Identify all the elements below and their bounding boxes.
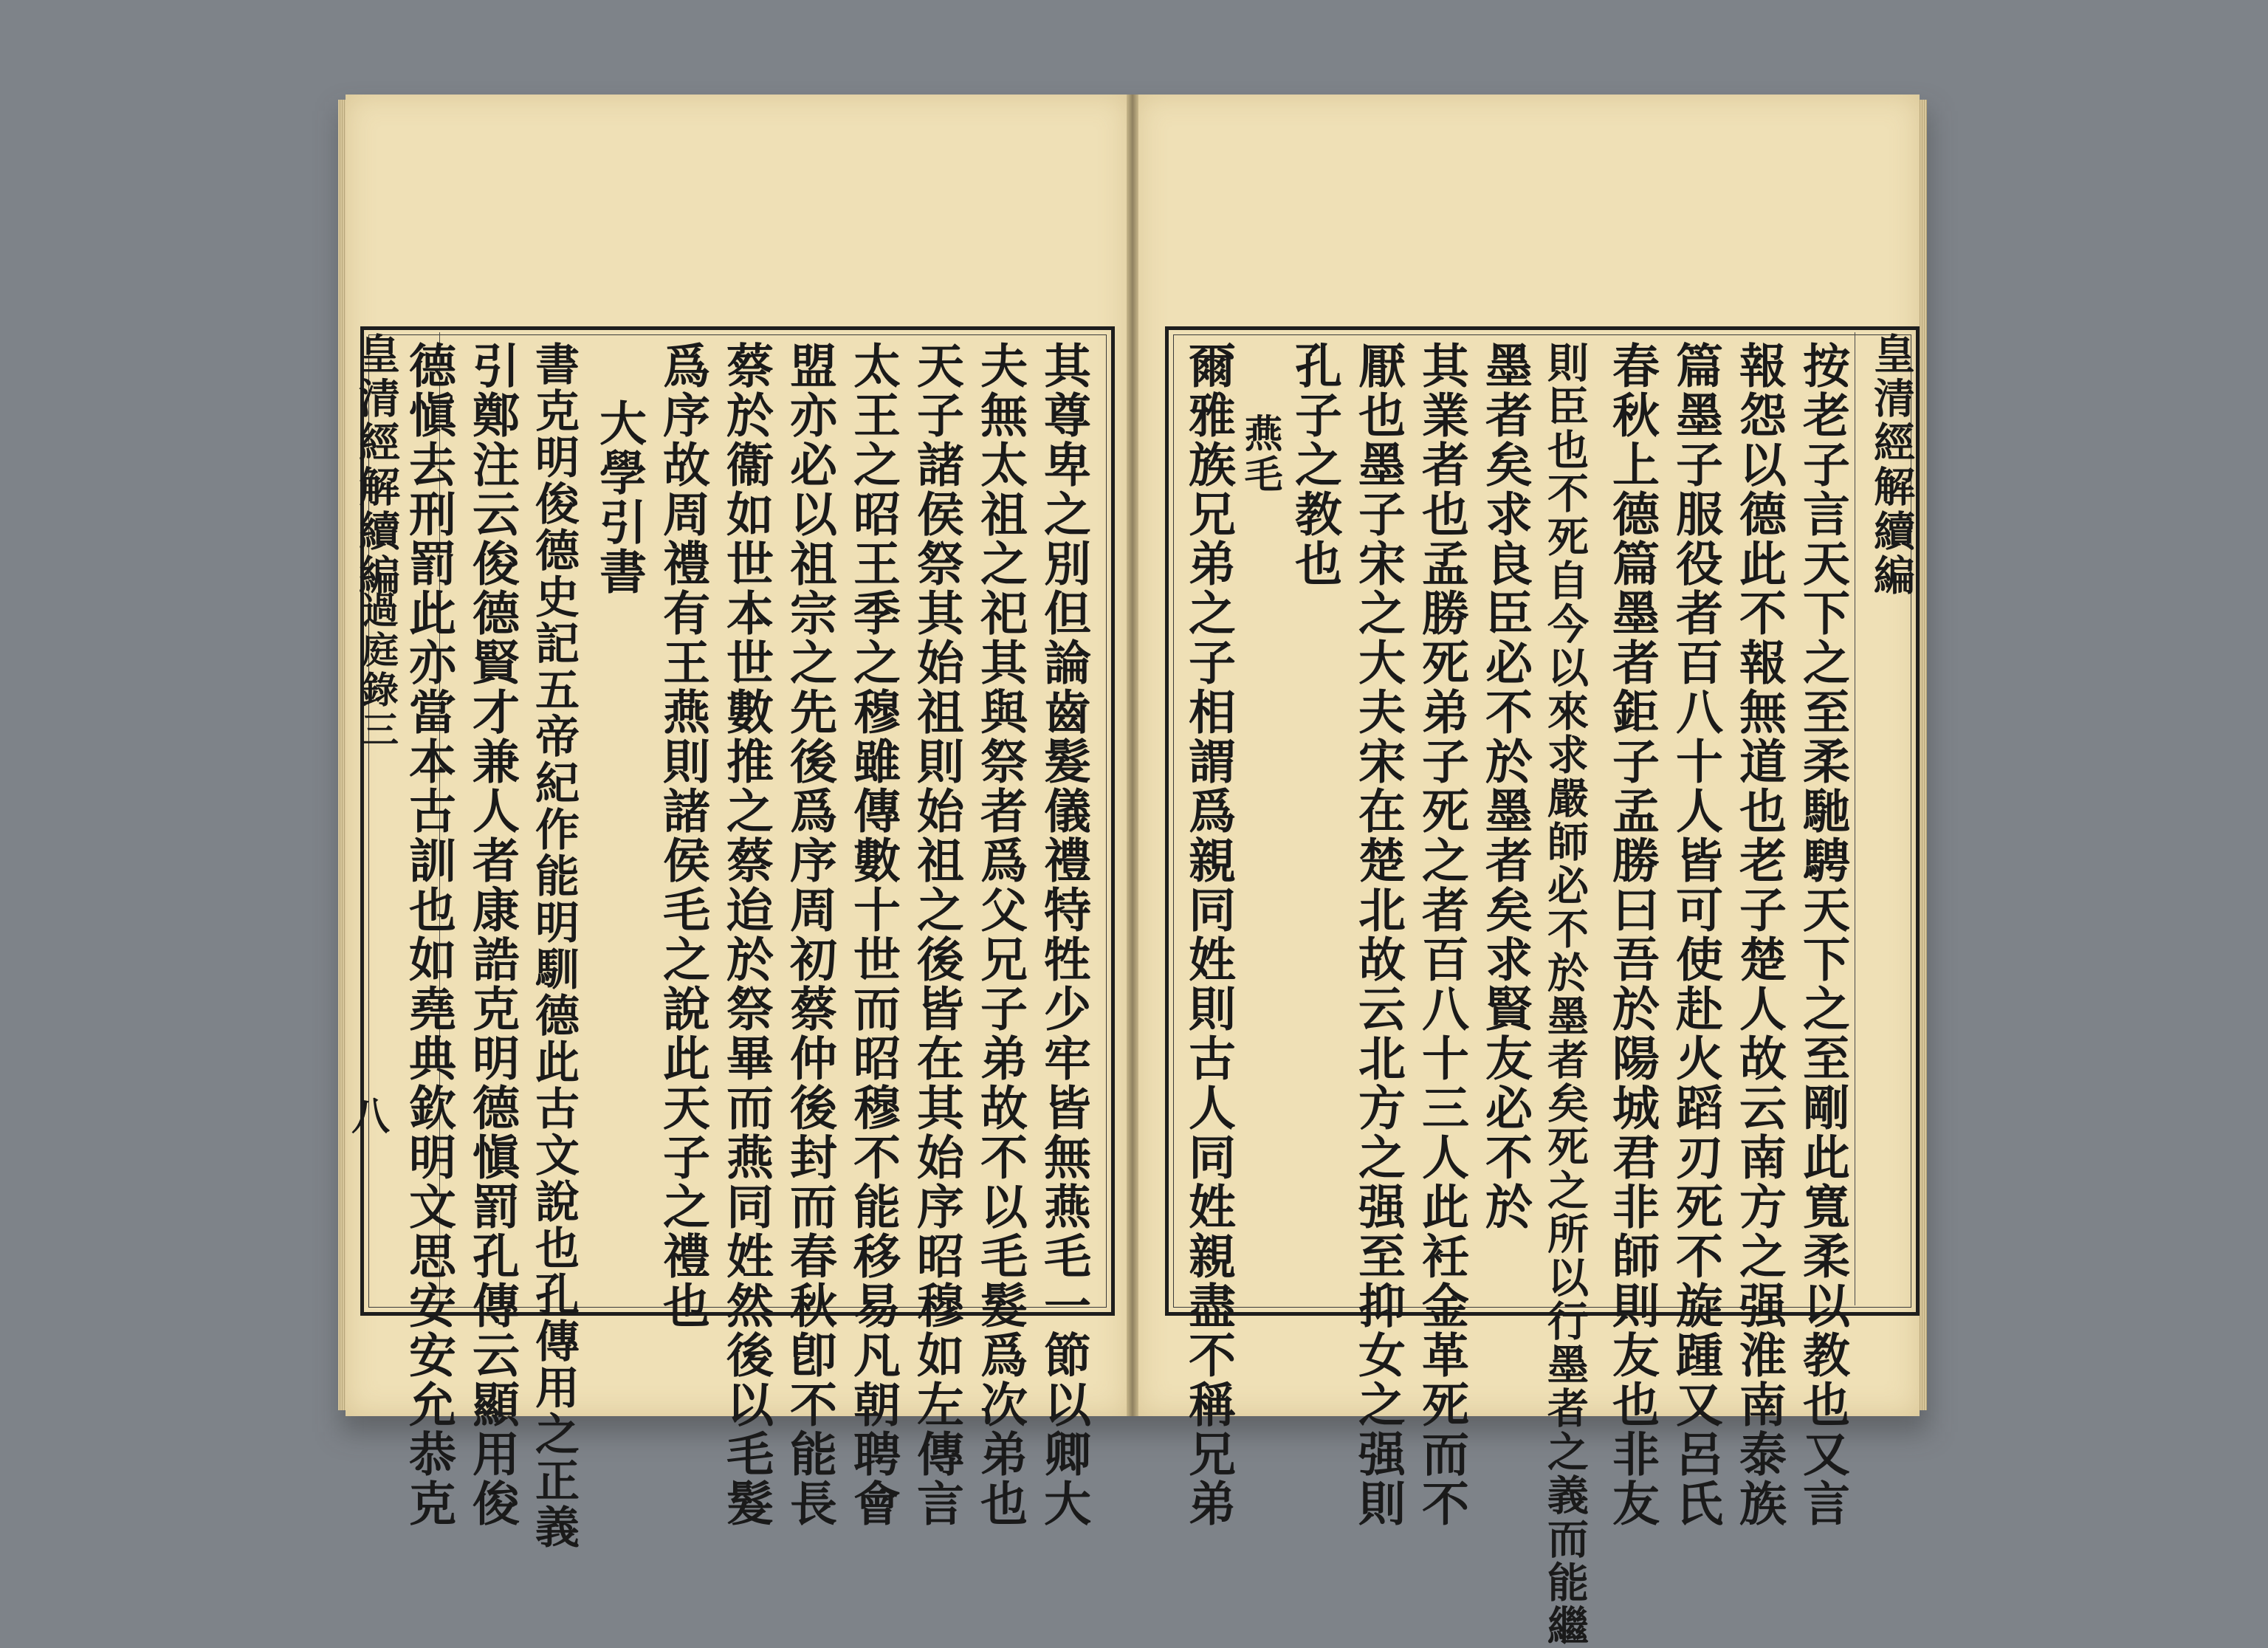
left-col-2: 夫無太祖之祀其與祭者爲父兄子弟故不以毛髮爲次弟也: [972, 341, 1028, 1528]
left-side-title: 皇清經解續編: [352, 332, 401, 598]
right-col-5: 則臣也不死自今以來求嚴師必不於墨者矣死之所以行墨者之義而能繼: [1541, 341, 1590, 1648]
left-page-number: 八: [351, 1094, 391, 1139]
right-col-4: 春秋上德篇墨者鉅子孟勝曰吾於陽城君非師則友也非友: [1604, 341, 1660, 1528]
right-col-3: 篇墨子服役者百八十人皆可使赴火蹈刃死不旋踵又呂氏: [1668, 341, 1723, 1528]
right-col-8: 厭也墨子宋之大夫宋在楚北故云北方之强至抑女之强則: [1350, 341, 1406, 1528]
left-section-label: 過庭錄三: [356, 591, 399, 750]
right-col-11: 爾雅族兄弟之子相謂爲親同姓則古人同姓親盡不稱兄弟: [1181, 341, 1236, 1528]
right-col-9: 孔子之教也: [1287, 341, 1342, 588]
right-col-7: 其業者也孟勝死弟子死之者百八十三人此衽金革死而不: [1414, 341, 1469, 1528]
left-col-8: 大學引書: [591, 399, 647, 597]
left-col-1: 其尊卑之別但論齒髮儀禮特牲少牢皆無燕毛一節以卿大: [1036, 341, 1091, 1528]
left-col-5: 盟亦必以祖宗之先後爲序周初蔡仲後封而春秋卽不能長: [782, 341, 837, 1528]
left-col-4: 太王之昭王季之穆雖傳數十世而昭穆不能移易凡朝聘會: [845, 341, 901, 1528]
book-gutter: [1127, 95, 1138, 1416]
right-col-1: 按老子言天下之至柔馳騁天下之至剛此寬柔以教也又言: [1795, 341, 1850, 1528]
right-side-title: 皇清經解續編: [1867, 332, 1916, 598]
right-col-2: 報怨以德此不報無道也老子楚人故云南方之强淮南泰族: [1731, 341, 1787, 1528]
left-col-9: 書克明俊德史記五帝紀作能明馴德此古文說也孔傳用之正義: [528, 341, 580, 1551]
left-col-10: 引鄭注云俊德賢才兼人者康誥克明德愼罰孔傳云顯用俊: [464, 341, 520, 1528]
left-col-11: 德愼去刑罰此亦當本古訓也如堯典欽明文思安安允恭克: [401, 341, 456, 1528]
left-col-7: 爲序故周禮有王燕則諸侯毛之說此天子之禮也: [655, 341, 710, 1331]
right-col-10: 燕毛: [1237, 413, 1282, 495]
right-col-6: 墨者矣求良臣必不於墨者矣求賢友必不於: [1477, 341, 1533, 1232]
left-col-3: 天子諸侯祭其始祖則始祖之後皆在其始序昭穆如左傳言: [909, 341, 964, 1528]
left-col-6: 蔡於衞如世本世數推之蔡迨於祭畢而燕同姓然後以毛髮: [718, 341, 774, 1528]
